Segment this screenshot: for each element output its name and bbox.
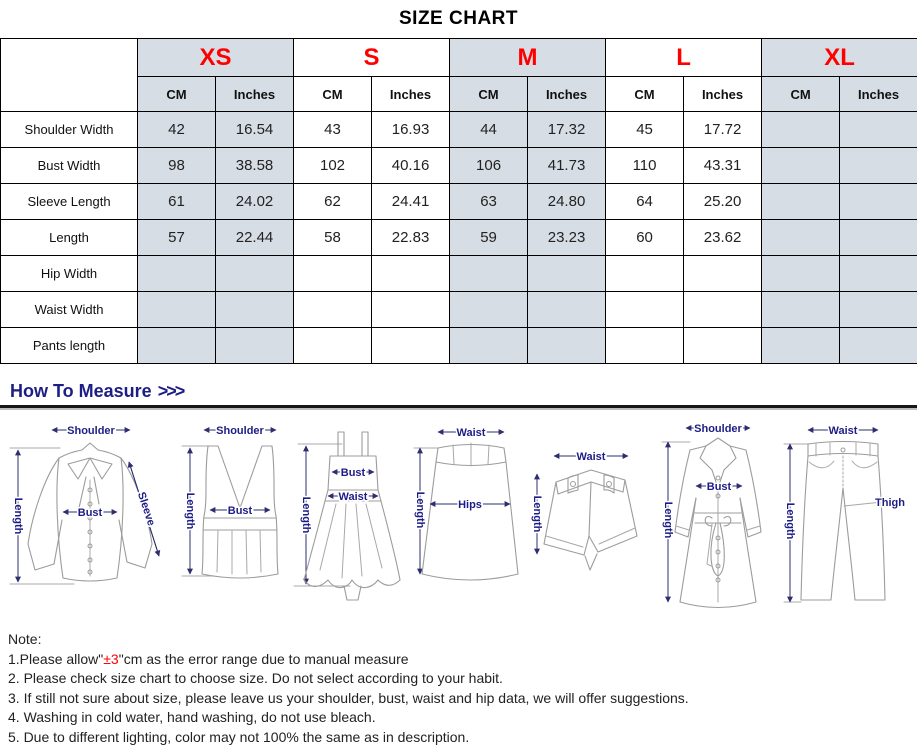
value-cell: 110 (606, 148, 684, 184)
unit-header-row (1, 77, 917, 112)
skirt-diagram (410, 416, 528, 616)
page-title: SIZE CHART (399, 8, 518, 29)
value-cell: 16.54 (216, 112, 294, 148)
vest-diagram (174, 416, 292, 616)
unit-header-s-inches: Inches (372, 77, 450, 112)
table-row (1, 112, 917, 148)
pants-waist-label: Waist (828, 425, 858, 437)
size-header-xl: XL (762, 39, 917, 77)
coat-bust-label: Bust (706, 481, 732, 493)
value-cell: 24.41 (372, 184, 450, 220)
value-cell: 23.23 (528, 220, 606, 256)
note-line-2: 2. Please check size chart to choose size. Do not select according to your habit. (8, 670, 503, 686)
pants-thigh-label: Thigh (875, 497, 905, 509)
row-label: Hip Width (1, 256, 138, 292)
value-cell: 41.73 (528, 148, 606, 184)
blouse-bust-label: Bust (77, 507, 103, 519)
vest-shoulder-label: Shoulder (216, 425, 264, 437)
blouse-diagram (2, 416, 174, 616)
value-cell (294, 328, 372, 364)
value-cell (762, 328, 840, 364)
measurement-diagrams (0, 410, 917, 622)
table-row (1, 148, 917, 184)
value-cell (606, 292, 684, 328)
unit-header-xl-inches: Inches (840, 77, 917, 112)
value-cell (684, 292, 762, 328)
value-cell (762, 256, 840, 292)
unit-header-m-cm: CM (450, 77, 528, 112)
coat-length-label: Length (662, 501, 674, 539)
value-cell (840, 220, 917, 256)
value-cell: 43.31 (684, 148, 762, 184)
value-cell: 63 (450, 184, 528, 220)
value-cell (762, 292, 840, 328)
value-cell: 22.83 (372, 220, 450, 256)
size-chart-table (0, 38, 917, 364)
table-row (1, 328, 917, 364)
value-cell (762, 220, 840, 256)
value-cell: 106 (450, 148, 528, 184)
note-1-tolerance: ±3 (103, 650, 119, 667)
value-cell (216, 292, 294, 328)
value-cell (372, 328, 450, 364)
value-cell (528, 328, 606, 364)
how-to-measure-heading (10, 381, 917, 402)
value-cell: 16.93 (372, 112, 450, 148)
shorts-diagram (528, 416, 650, 616)
value-cell (450, 328, 528, 364)
value-cell: 61 (138, 184, 216, 220)
value-cell: 44 (450, 112, 528, 148)
row-label: Bust Width (1, 148, 138, 184)
value-cell (840, 184, 917, 220)
dress-diagram (292, 416, 410, 616)
row-label: Pants length (1, 328, 138, 364)
dress-length-label: Length (300, 496, 312, 534)
value-cell (606, 328, 684, 364)
table-row (1, 256, 917, 292)
corner-cell (1, 39, 138, 112)
value-cell (138, 256, 216, 292)
value-cell: 62 (294, 184, 372, 220)
unit-header-xl-cm: CM (762, 77, 840, 112)
notes-title: Note: (8, 631, 42, 647)
skirt-waist-label: Waist (456, 427, 486, 439)
unit-header-l-cm: CM (606, 77, 684, 112)
value-cell (606, 256, 684, 292)
value-cell (138, 328, 216, 364)
pants-length-label: Length (784, 502, 796, 540)
table-row (1, 292, 917, 328)
value-cell: 58 (294, 220, 372, 256)
note-line-3: 3. If still not sure about size, please leave us your shoulder, bust, waist and hip data, we will offer suggestions. (8, 689, 689, 706)
blouse-sleeve-label: Sleeve (134, 490, 158, 528)
value-cell (762, 112, 840, 148)
value-cell: 38.58 (216, 148, 294, 184)
value-cell (372, 256, 450, 292)
value-cell (528, 256, 606, 292)
value-cell (372, 292, 450, 328)
value-cell: 45 (606, 112, 684, 148)
value-cell: 17.72 (684, 112, 762, 148)
value-cell (450, 256, 528, 292)
value-cell (216, 328, 294, 364)
note-line-1 (8, 650, 917, 670)
dress-waist-label: Waist (338, 491, 368, 503)
value-cell (762, 148, 840, 184)
note-1-prefix: 1.Please allow" (8, 650, 104, 667)
unit-header-xs-cm: CM (138, 77, 216, 112)
value-cell: 59 (450, 220, 528, 256)
size-header-row (1, 39, 917, 77)
row-label: Waist Width (1, 292, 138, 328)
value-cell (684, 256, 762, 292)
skirt-hips-label: Hips (458, 499, 482, 511)
note-1-suffix: "cm as the error range due to manual measure (118, 650, 409, 667)
value-cell (294, 292, 372, 328)
value-cell: 64 (606, 184, 684, 220)
shorts-length-label: Length (531, 495, 543, 533)
value-cell: 57 (138, 220, 216, 256)
vest-length-label: Length (184, 492, 196, 530)
skirt-length-label: Length (414, 491, 426, 529)
value-cell (450, 292, 528, 328)
value-cell: 60 (606, 220, 684, 256)
value-cell (138, 292, 216, 328)
table-row (1, 220, 917, 256)
chevrons-icon: >>> (157, 381, 184, 401)
value-cell: 22.44 (216, 220, 294, 256)
value-cell (840, 292, 917, 328)
vest-bust-label: Bust (227, 505, 253, 517)
value-cell: 98 (138, 148, 216, 184)
unit-header-xs-inches: Inches (216, 77, 294, 112)
row-label: Length (1, 220, 138, 256)
coat-shoulder-label: Shoulder (694, 423, 742, 435)
value-cell: 42 (138, 112, 216, 148)
unit-header-l-inches: Inches (684, 77, 762, 112)
value-cell: 17.32 (528, 112, 606, 148)
unit-header-m-inches: Inches (528, 77, 606, 112)
blouse-length-label: Length (12, 497, 24, 535)
coat-diagram (650, 416, 778, 616)
value-cell (684, 328, 762, 364)
size-header-m: M (450, 39, 606, 77)
row-label: Shoulder Width (1, 112, 138, 148)
value-cell (216, 256, 294, 292)
value-cell: 102 (294, 148, 372, 184)
note-line-5: 5. Due to different lighting, color may not 100% the same as in description. (8, 728, 470, 745)
unit-header-s-cm: CM (294, 77, 372, 112)
value-cell: 43 (294, 112, 372, 148)
value-cell (840, 112, 917, 148)
value-cell (528, 292, 606, 328)
value-cell: 40.16 (372, 148, 450, 184)
value-cell (294, 256, 372, 292)
value-cell (840, 328, 917, 364)
value-cell: 25.20 (684, 184, 762, 220)
pants-diagram (778, 416, 917, 616)
notes-section (0, 622, 917, 747)
value-cell (840, 256, 917, 292)
blouse-shoulder-label: Shoulder (67, 425, 115, 437)
value-cell (762, 184, 840, 220)
size-header-l: L (606, 39, 762, 77)
dress-bust-label: Bust (340, 467, 366, 479)
how-to-measure-text: How To Measure (10, 381, 152, 401)
row-label: Sleeve Length (1, 184, 138, 220)
note-line-4: 4. Washing in cold water, hand washing, do not use bleach. (8, 709, 376, 725)
value-cell: 24.02 (216, 184, 294, 220)
value-cell (840, 148, 917, 184)
shorts-waist-label: Waist (576, 451, 606, 463)
size-header-xs: XS (138, 39, 294, 77)
table-row (1, 184, 917, 220)
size-header-s: S (294, 39, 450, 77)
value-cell: 23.62 (684, 220, 762, 256)
value-cell: 24.80 (528, 184, 606, 220)
